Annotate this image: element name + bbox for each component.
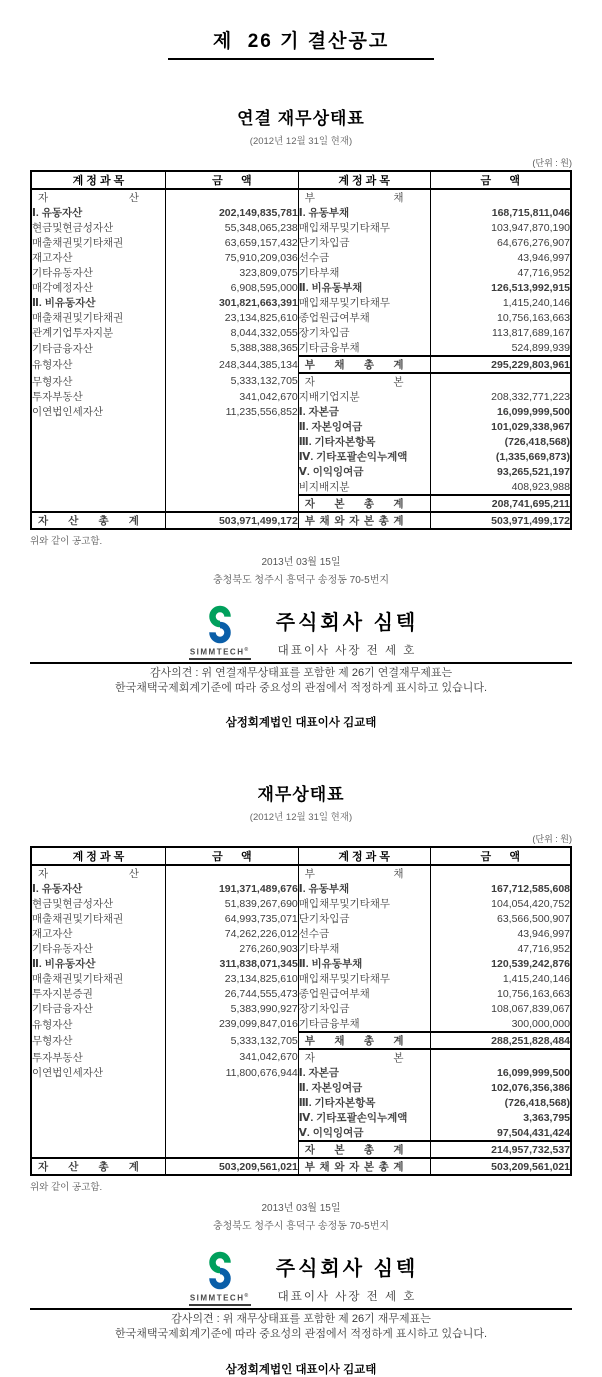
account-name-cell — [31, 434, 165, 449]
amount-cell: 108,067,839,067 — [430, 1001, 571, 1016]
account-name-cell — [31, 464, 165, 479]
account-name-cell: 부 채 와 자 본 총 계 — [298, 1158, 430, 1175]
amount-cell: 43,946,997 — [430, 926, 571, 941]
amount-cell: 503,971,499,172 — [165, 512, 298, 529]
table-row — [31, 881, 571, 896]
amount-cell: 167,712,585,608 — [430, 881, 571, 896]
account-name-cell: 장기차입금 — [298, 1001, 430, 1016]
amount-cell: 202,149,835,781 — [165, 205, 298, 220]
account-name-cell: Ⅱ. 자본잉여금 — [298, 1080, 430, 1095]
account-name-cell: Ⅳ. 기타포괄손익누계액 — [298, 449, 430, 464]
account-name-cell: 재고자산 — [32, 252, 73, 264]
amount-cell: 126,513,992,915 — [430, 280, 571, 295]
account-name-cell: 자 산 — [38, 868, 139, 881]
company-logo — [184, 1250, 256, 1306]
company-address: 충청북도 청주시 흥덕구 송정동 70-5번지 — [212, 575, 390, 586]
account-name-cell: Ⅰ. 자본금 — [298, 1065, 430, 1080]
account-name-cell — [31, 1095, 165, 1110]
separate-balance-sheet-table — [30, 846, 572, 1176]
account-name-cell — [31, 1080, 165, 1095]
amount-cell: 301,821,663,391 — [165, 295, 298, 310]
account-name-cell: 무형자산 — [32, 375, 73, 388]
table-row — [31, 325, 571, 340]
amount-cell: 408,923,988 — [430, 479, 571, 495]
amount-cell: 55,348,065,238 — [165, 220, 298, 235]
account-name-cell: 매입채무및기타채무 — [298, 220, 430, 235]
amount-cell: 6,908,595,000 — [165, 280, 298, 295]
table-row — [31, 189, 571, 205]
account-name-cell: 자 본 — [298, 1049, 430, 1065]
statement-heading: 연결 재무상태표 — [237, 109, 365, 128]
account-name-cell: 기타유동자산 — [32, 943, 93, 956]
statement-heading: 재무상태표 — [257, 785, 345, 805]
table-row — [31, 340, 571, 356]
amount-cell — [165, 449, 298, 464]
amount-cell: 102,076,356,386 — [430, 1080, 571, 1095]
column-header: 계 정 과 목 — [298, 171, 430, 189]
column-header: 계 정 과 목 — [298, 847, 430, 865]
company-logo — [184, 604, 256, 660]
account-name-cell: 현금및현금성자산 — [32, 898, 114, 911]
amount-cell: 10,756,163,663 — [430, 986, 571, 1001]
publication-date: 2013년 03월 15일 — [261, 557, 341, 568]
simmtech-wordmark: SIMMTECH® — [189, 647, 251, 660]
amount-cell: 97,504,431,424 — [430, 1125, 571, 1141]
amount-cell: 276,260,903 — [165, 941, 298, 956]
account-name-cell — [31, 495, 165, 512]
amount-cell: 16,099,999,500 — [430, 404, 571, 419]
account-name-cell: 투자지분증권 — [32, 988, 93, 1001]
amount-cell: 64,993,735,071 — [165, 911, 298, 926]
amount-cell: 74,262,226,012 — [165, 926, 298, 941]
table-row — [31, 356, 571, 373]
amount-cell: 1,415,240,146 — [430, 295, 571, 310]
amount-cell — [165, 865, 298, 881]
account-name-cell — [31, 479, 165, 495]
amount-cell: 248,344,385,134 — [165, 356, 298, 373]
table-row — [31, 1141, 571, 1158]
account-name-cell: Ⅰ. 유동부채 — [298, 205, 430, 220]
table-row — [31, 373, 571, 389]
amount-cell: 75,910,209,036 — [165, 250, 298, 265]
amount-cell — [430, 865, 571, 881]
account-name-cell: Ⅱ. 자본잉여금 — [298, 419, 430, 434]
account-name-cell: Ⅱ. 비유동부채 — [298, 956, 430, 971]
table-row — [31, 941, 571, 956]
account-name-cell: 매출채권및기타채권 — [32, 237, 124, 249]
table-row — [31, 512, 571, 529]
audit-opinion-line1: 감사의견 : 위 연결재무상태표를 포함한 제 26기 연결재무제표는 — [149, 666, 453, 679]
account-name-cell: 부 채 — [298, 189, 430, 205]
account-name-cell: 종업원급여부채 — [298, 310, 430, 325]
account-name-cell — [31, 1125, 165, 1141]
account-name-cell: Ⅲ. 기타자본항목 — [298, 434, 430, 449]
amount-cell: 63,659,157,432 — [165, 235, 298, 250]
amount-cell: 16,099,999,500 — [430, 1065, 571, 1080]
amount-cell — [165, 1110, 298, 1125]
account-name-cell: Ⅰ. 자본금 — [298, 404, 430, 419]
account-name-cell: 투자부동산 — [32, 391, 83, 403]
amount-cell: 503,971,499,172 — [430, 512, 571, 529]
account-name-cell: 선수금 — [298, 250, 430, 265]
account-name-cell: 이연법인세자산 — [32, 1067, 104, 1080]
amount-cell: 323,809,075 — [165, 265, 298, 280]
amount-cell: 311,838,071,345 — [165, 956, 298, 971]
amount-cell: 23,134,825,610 — [165, 310, 298, 325]
account-name-cell: 기타부채 — [298, 265, 430, 280]
amount-cell: 503,209,561,021 — [430, 1158, 571, 1175]
divider-rule — [30, 662, 572, 664]
account-name-cell: 매출채권및기타채권 — [32, 973, 124, 986]
account-name-cell: Ⅰ. 유동자산 — [32, 207, 83, 219]
column-header: 계 정 과 목 — [31, 847, 165, 865]
account-name-cell — [31, 1110, 165, 1125]
account-name-cell: 매출채권및기타채권 — [32, 312, 124, 324]
amount-cell: 208,332,771,223 — [430, 389, 571, 404]
account-name-cell: 기타금융자산 — [32, 1003, 93, 1016]
announce-note: 위와 같이 공고함. — [30, 536, 103, 547]
account-name-cell: 부 채 와 자 본 총 계 — [298, 512, 430, 529]
account-name-cell: 유형자산 — [32, 1018, 73, 1031]
account-name-cell: 부 채 — [298, 865, 430, 881]
ceo-name: 대표이사 사장 전 세 호 — [277, 1291, 417, 1304]
table-row — [31, 265, 571, 280]
account-name-cell: 자 본 총 계 — [298, 495, 430, 512]
account-name-cell: 부 채 총 계 — [298, 356, 430, 373]
account-name-cell — [31, 419, 165, 434]
amount-cell — [165, 419, 298, 434]
amount-cell: 11,800,676,944 — [165, 1065, 298, 1080]
table-row — [31, 250, 571, 265]
unit-label: (단위 : 원) — [532, 158, 572, 168]
amount-cell: 120,539,242,876 — [430, 956, 571, 971]
table-row — [31, 956, 571, 971]
ceo-name: 대표이사 사장 전 세 호 — [277, 644, 417, 657]
table-row — [31, 295, 571, 310]
account-name-cell: Ⅱ. 비유동부채 — [298, 280, 430, 295]
amount-cell: 341,042,670 — [165, 1049, 298, 1065]
amount-cell: 104,054,420,752 — [430, 896, 571, 911]
table-row — [31, 1001, 571, 1016]
publication-date: 2013년 03월 15일 — [261, 1203, 341, 1215]
account-name-cell: 관계기업투자지분 — [32, 327, 114, 339]
amount-cell: 47,716,952 — [430, 941, 571, 956]
account-name-cell: 매출채권및기타채권 — [32, 913, 124, 926]
amount-cell: 10,756,163,663 — [430, 310, 571, 325]
amount-cell: 63,566,500,907 — [430, 911, 571, 926]
amount-cell: (726,418,568) — [430, 1095, 571, 1110]
account-name-cell: 비지배지분 — [298, 479, 430, 495]
column-header: 계 정 과 목 — [31, 171, 165, 189]
table-row — [31, 464, 571, 479]
amount-cell: 8,044,332,055 — [165, 325, 298, 340]
amount-cell: 191,371,489,676 — [165, 881, 298, 896]
amount-cell: 11,235,556,852 — [165, 404, 298, 419]
account-name-cell: 매입채무및기타채무 — [298, 295, 430, 310]
account-name-cell: 종업원급여부채 — [298, 986, 430, 1001]
audit-opinion-line2: 한국채택국제회계기준에 따라 중요성의 관점에서 적정하게 표시하고 있습니다. — [114, 1328, 488, 1341]
amount-cell: 524,899,939 — [430, 340, 571, 356]
separate-statement-section — [30, 780, 572, 1376]
amount-cell: 208,741,695,211 — [430, 495, 571, 512]
column-header: 금 액 — [430, 847, 571, 865]
amount-cell: 103,947,870,190 — [430, 220, 571, 235]
table-row — [31, 865, 571, 881]
table-row — [31, 986, 571, 1001]
account-name-cell: 기타금융부채 — [298, 1016, 430, 1032]
amount-cell: 5,383,990,927 — [165, 1001, 298, 1016]
amount-cell: 93,265,521,197 — [430, 464, 571, 479]
company-block — [30, 1250, 572, 1306]
account-name-cell: 단기차입금 — [298, 235, 430, 250]
table-row — [31, 896, 571, 911]
table-row — [31, 220, 571, 235]
account-name-cell: 유형자산 — [32, 359, 73, 371]
amount-cell: 341,042,670 — [165, 389, 298, 404]
amount-cell: 101,029,338,967 — [430, 419, 571, 434]
as-of-date: (2012년 12월 31일 현재) — [249, 812, 353, 824]
table-row — [31, 1125, 571, 1141]
amount-cell — [165, 1125, 298, 1141]
company-block — [30, 604, 572, 660]
account-name-cell — [31, 1141, 165, 1158]
account-name-cell: 매입채무및기타채무 — [298, 971, 430, 986]
account-name-cell: 지배기업지분 — [298, 389, 430, 404]
amount-cell: 23,134,825,610 — [165, 971, 298, 986]
amount-cell: 503,209,561,021 — [165, 1158, 298, 1175]
amount-cell: 5,333,132,705 — [165, 1032, 298, 1049]
account-name-cell: 기타유동자산 — [32, 267, 93, 279]
amount-cell: 3,363,795 — [430, 1110, 571, 1125]
column-header: 금 액 — [430, 171, 571, 189]
table-row — [31, 926, 571, 941]
company-name: 주식회사 심텍 — [275, 611, 419, 634]
account-name-cell: Ⅴ. 이익잉여금 — [298, 1125, 430, 1141]
amount-cell: (1,335,669,873) — [430, 449, 571, 464]
account-name-cell: 자 산 — [38, 192, 139, 204]
account-name-cell: 장기차입금 — [298, 325, 430, 340]
amount-cell: 5,388,388,365 — [165, 340, 298, 356]
amount-cell: 5,333,132,705 — [165, 373, 298, 389]
table-row — [31, 205, 571, 220]
account-name-cell: 기타부채 — [298, 941, 430, 956]
amount-cell: 239,099,847,016 — [165, 1016, 298, 1032]
account-name-cell: 무형자산 — [32, 1035, 73, 1048]
table-row — [31, 1110, 571, 1125]
account-name-cell: 부 채 총 계 — [298, 1032, 430, 1049]
table-row — [31, 1080, 571, 1095]
announce-note: 위와 같이 공고함. — [30, 1182, 103, 1194]
amount-cell — [165, 1141, 298, 1158]
account-name-cell: 매입채무및기타채무 — [298, 896, 430, 911]
amount-cell: (726,418,568) — [430, 434, 571, 449]
auditor-name: 삼정회계법인 대표이사 김교태 — [225, 717, 377, 730]
account-name-cell: 자 산 총 계 — [31, 512, 165, 529]
unit-label: (단위 : 원) — [532, 834, 572, 845]
amount-cell — [430, 189, 571, 205]
amount-cell: 26,744,555,473 — [165, 986, 298, 1001]
account-name-cell: 자 본 총 계 — [298, 1141, 430, 1158]
account-name-cell: Ⅱ. 비유동자산 — [32, 958, 96, 971]
amount-cell — [430, 373, 571, 389]
amount-cell: 300,000,000 — [430, 1016, 571, 1032]
table-row — [31, 404, 571, 419]
amount-cell — [430, 1049, 571, 1065]
amount-cell: 214,957,732,537 — [430, 1141, 571, 1158]
divider-rule — [30, 1308, 572, 1310]
table-row — [31, 1158, 571, 1175]
amount-cell: 1,415,240,146 — [430, 971, 571, 986]
account-name-cell: 자 본 — [298, 373, 430, 389]
amount-cell — [165, 1095, 298, 1110]
table-row — [31, 235, 571, 250]
account-name-cell: 현금및현금성자산 — [32, 222, 114, 234]
table-row — [31, 449, 571, 464]
amount-cell — [165, 1080, 298, 1095]
column-header: 금 액 — [165, 847, 298, 865]
amount-cell — [165, 495, 298, 512]
amount-cell: 47,716,952 — [430, 265, 571, 280]
table-row — [31, 1032, 571, 1049]
column-header: 금 액 — [165, 171, 298, 189]
table-row — [31, 495, 571, 512]
account-name-cell: 매각예정자산 — [32, 282, 93, 294]
as-of-date: (2012년 12월 31일 현재) — [249, 136, 353, 147]
table-row — [31, 911, 571, 926]
document-title: 제 26 기 결산공고 — [168, 26, 434, 60]
amount-cell — [165, 434, 298, 449]
auditor-name: 삼정회계법인 대표이사 김교태 — [225, 1363, 377, 1376]
account-name-cell: Ⅳ. 기타포괄손익누계액 — [298, 1110, 430, 1125]
simmtech-s-icon — [200, 604, 240, 646]
company-name: 주식회사 심텍 — [275, 1258, 419, 1281]
account-name-cell: 기타금융부채 — [298, 340, 430, 356]
table-row — [31, 280, 571, 295]
account-name-cell: 이연법인세자산 — [32, 406, 104, 418]
simmtech-s-icon — [200, 1250, 240, 1292]
table-row — [31, 1065, 571, 1080]
account-name-cell: 기타금융자산 — [32, 342, 93, 355]
amount-cell: 64,676,276,907 — [430, 235, 571, 250]
audit-opinion-line1: 감사의견 : 위 재무상태표를 포함한 제 26기 재무제표는 — [171, 1313, 431, 1326]
account-name-cell — [31, 449, 165, 464]
amount-cell: 43,946,997 — [430, 250, 571, 265]
table-row — [31, 1049, 571, 1065]
amount-cell — [165, 479, 298, 495]
table-row — [31, 389, 571, 404]
amount-cell — [165, 189, 298, 205]
table-row — [31, 479, 571, 495]
amount-cell: 168,715,811,046 — [430, 205, 571, 220]
amount-cell: 288,251,828,484 — [430, 1032, 571, 1049]
table-row — [31, 971, 571, 986]
amount-cell: 113,817,689,167 — [430, 325, 571, 340]
table-row — [31, 419, 571, 434]
table-row — [31, 1016, 571, 1032]
account-name-cell: Ⅱ. 비유동자산 — [32, 297, 96, 309]
account-name-cell: 단기차입금 — [298, 911, 430, 926]
account-name-cell: 자 산 총 계 — [31, 1158, 165, 1175]
account-name-cell: Ⅰ. 유동자산 — [32, 883, 83, 896]
consolidated-statement-section — [30, 104, 572, 730]
account-name-cell: 재고자산 — [32, 928, 73, 941]
account-name-cell: 투자부동산 — [32, 1051, 83, 1064]
account-name-cell: Ⅴ. 이익잉여금 — [298, 464, 430, 479]
table-row — [31, 1095, 571, 1110]
simmtech-wordmark: SIMMTECH® — [189, 1293, 251, 1306]
consolidated-balance-sheet-table — [30, 170, 572, 530]
table-row — [31, 310, 571, 325]
table-row — [31, 434, 571, 449]
company-address: 충청북도 청주시 흥덕구 송정동 70-5번지 — [212, 1221, 390, 1233]
audit-opinion-line2: 한국채택국제회계기준에 따라 중요성의 관점에서 적정하게 표시하고 있습니다. — [114, 682, 488, 695]
account-name-cell: Ⅲ. 기타자본항목 — [298, 1095, 430, 1110]
account-name-cell: Ⅰ. 유동부채 — [298, 881, 430, 896]
amount-cell: 51,839,267,690 — [165, 896, 298, 911]
account-name-cell: 선수금 — [298, 926, 430, 941]
amount-cell: 295,229,803,961 — [430, 356, 571, 373]
amount-cell — [165, 464, 298, 479]
